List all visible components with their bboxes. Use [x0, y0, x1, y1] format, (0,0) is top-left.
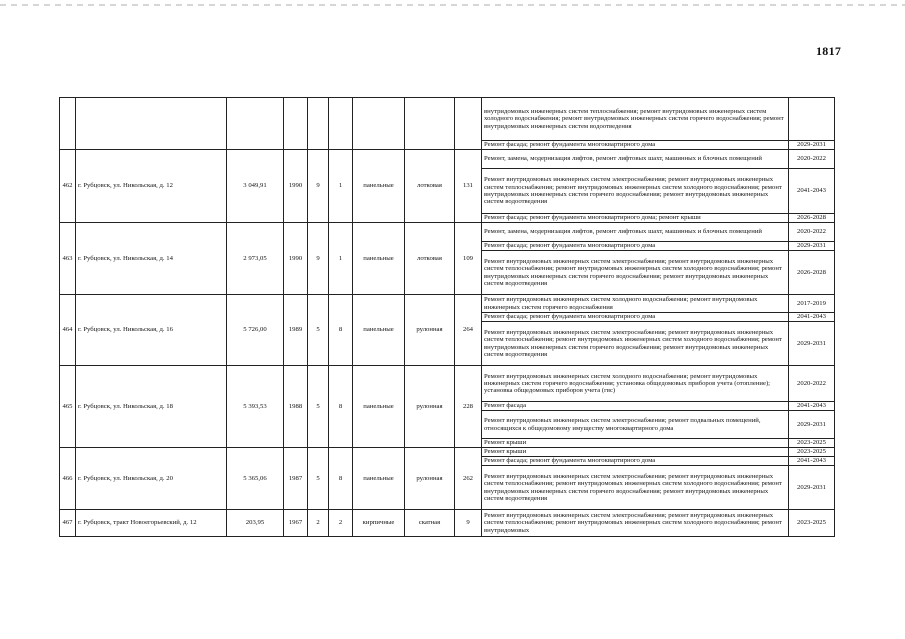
work-description: Ремонт фасада; ремонт фундамента многоквартирного дома: [482, 141, 789, 150]
wall-material: кирпичные: [353, 510, 405, 537]
empty-cell: [455, 98, 482, 150]
empty-cell: [284, 98, 308, 150]
total-area: 203,95: [227, 510, 284, 537]
build-year: 1990: [284, 150, 308, 223]
work-description: Ремонт, замена, модернизация лифтов, ремонт лифтовых шахт, машинных и блочных помещений: [482, 223, 789, 242]
house-address: г. Рубцовск, ул. Никольская, д. 12: [76, 150, 227, 223]
work-description: Ремонт внутридомовых инженерных систем электроснабжения; ремонт внутридомовых инженерных систем теплоснабжения; ремонт внутридомовых инженерных систем холодного водоснабжения; ремонт внутридомовых инженерных систем горячего водоснабжения; ремонт внутридомовых инженерных систем водоотведения: [482, 466, 789, 510]
work-period: 2020-2022: [789, 223, 835, 242]
work-description: Ремонт крыши: [482, 448, 789, 457]
row-number: 466: [60, 448, 76, 510]
floor-count: 5: [308, 295, 329, 366]
entrance-count: 8: [329, 295, 353, 366]
work-period: 2029-2031: [789, 141, 835, 150]
entrance-count: 8: [329, 448, 353, 510]
wall-material: панельные: [353, 366, 405, 448]
roof-type: скатная: [405, 510, 455, 537]
work-period: 2041-2043: [789, 169, 835, 214]
empty-cell: [405, 98, 455, 150]
entrance-count: 2: [329, 510, 353, 537]
work-period: 2020-2022: [789, 366, 835, 402]
table-row: [60, 448, 835, 457]
build-year: 1988: [284, 366, 308, 448]
empty-cell: [227, 98, 284, 150]
total-area: 5 365,06: [227, 448, 284, 510]
work-description: Ремонт крыши: [482, 439, 789, 448]
table-row: [60, 98, 835, 141]
house-address: г. Рубцовск, ул. Никольская, д. 14: [76, 223, 227, 295]
roof-type: рулонная: [405, 366, 455, 448]
work-description: внутридомовых инженерных систем теплоснабжения; ремонт внутридомовых инженерных систем холодного водоснабжения; ремонт внутридомовых инженерных систем горячего водоснабжения; ремонт внутридомовых инженерных систем водоотведения: [482, 98, 789, 141]
roof-type: лотковая: [405, 223, 455, 295]
wall-material: панельные: [353, 150, 405, 223]
work-period: 2041-2043: [789, 402, 835, 411]
work-period: 2029-2031: [789, 322, 835, 366]
resident-count: 9: [455, 510, 482, 537]
work-period: 2020-2022: [789, 150, 835, 169]
capital-repair-table: [59, 97, 835, 537]
work-description: Ремонт внутридомовых инженерных систем электроснабжения; ремонт внутридомовых инженерных систем теплоснабжения; ремонт внутридомовых инженерных систем холодного водоснабжения; ремонт внутридомовых инженерных систем горячего водоснабжения; ремонт внутридомовых инженерных систем водоотведения: [482, 322, 789, 366]
work-description: Ремонт внутридомовых инженерных систем холодного водоснабжения; ремонт внутридомовых инженерных систем горячего водоснабжения: [482, 295, 789, 313]
floor-count: 5: [308, 448, 329, 510]
build-year: 1990: [284, 223, 308, 295]
empty-cell: [60, 98, 76, 150]
row-number: 465: [60, 366, 76, 448]
floor-count: 9: [308, 150, 329, 223]
resident-count: 262: [455, 448, 482, 510]
roof-type: рулонная: [405, 295, 455, 366]
table-row: [60, 510, 835, 537]
total-area: 2 973,05: [227, 223, 284, 295]
entrance-count: 1: [329, 223, 353, 295]
resident-count: 264: [455, 295, 482, 366]
resident-count: 109: [455, 223, 482, 295]
roof-type: лотковая: [405, 150, 455, 223]
roof-type: рулонная: [405, 448, 455, 510]
work-period: 2023-2025: [789, 510, 835, 537]
table-row: [60, 295, 835, 313]
house-address: г. Рубцовск, ул. Никольская, д. 16: [76, 295, 227, 366]
wall-material: панельные: [353, 295, 405, 366]
work-period: 2029-2031: [789, 242, 835, 251]
work-description: Ремонт внутридомовых инженерных систем холодного водоснабжения; ремонт внутридомовых инженерных систем горячего водоснабжения; установка общедомовых приборов учета (отопление); установка общедомовых приборов учета (гвс): [482, 366, 789, 402]
work-period: 2017-2019: [789, 295, 835, 313]
work-description: Ремонт фасада; ремонт фундамента многоквартирного дома: [482, 457, 789, 466]
work-description: Ремонт фасада: [482, 402, 789, 411]
work-period: 2041-2043: [789, 313, 835, 322]
work-period: 2029-2031: [789, 466, 835, 510]
work-period: 2029-2031: [789, 411, 835, 439]
resident-count: 131: [455, 150, 482, 223]
work-description: Ремонт внутридомовых инженерных систем электроснабжения; ремонт внутридомовых инженерных систем теплоснабжения; ремонт внутридомовых инженерных систем холодного водоснабжения; ремонт внутридомовых инженерных систем горячего водоснабжения; ремонт внутридомовых инженерных систем водоотведения: [482, 169, 789, 214]
work-description: Ремонт внутридомовых инженерных систем электроснабжения; ремонт внутридомовых инженерных систем теплоснабжения; ремонт внутридомовых инженерных систем холодного водоснабжения; ремонт внутридомовых: [482, 510, 789, 537]
house-address: г. Рубцовск, тракт Новоегорьевский, д. 12: [76, 510, 227, 537]
row-number: 462: [60, 150, 76, 223]
entrance-count: 8: [329, 366, 353, 448]
table-row: [60, 223, 835, 242]
row-number: 464: [60, 295, 76, 366]
house-address: г. Рубцовск, ул. Никольская, д. 18: [76, 366, 227, 448]
row-number: 467: [60, 510, 76, 537]
empty-cell: [353, 98, 405, 150]
work-description: Ремонт внутридомовых инженерных систем электроснабжения; ремонт подвальных помещений, относящихся к общедомовому имуществу многоквартирного дома: [482, 411, 789, 439]
work-period: 2041-2043: [789, 457, 835, 466]
work-description: Ремонт фасада; ремонт фундамента многоквартирного дома; ремонт крыши: [482, 214, 789, 223]
floor-count: 9: [308, 223, 329, 295]
empty-cell: [76, 98, 227, 150]
work-period: 2026-2028: [789, 251, 835, 295]
work-description: Ремонт фасада; ремонт фундамента многоквартирного дома: [482, 313, 789, 322]
table-body: [60, 98, 835, 537]
floor-count: 2: [308, 510, 329, 537]
wall-material: панельные: [353, 223, 405, 295]
empty-cell: [329, 98, 353, 150]
row-number: 463: [60, 223, 76, 295]
resident-count: 228: [455, 366, 482, 448]
work-period: 2023-2025: [789, 439, 835, 448]
work-description: Ремонт внутридомовых инженерных систем электроснабжения; ремонт внутридомовых инженерных систем теплоснабжения; ремонт внутридомовых инженерных систем холодного водоснабжения; ремонт внутридомовых инженерных систем горячего водоснабжения; ремонт внутридомовых инженерных систем водоотведения: [482, 251, 789, 295]
total-area: 5 393,53: [227, 366, 284, 448]
build-year: 1989: [284, 295, 308, 366]
table-row: [60, 150, 835, 169]
work-period: [789, 98, 835, 141]
work-description: Ремонт, замена, модернизация лифтов, ремонт лифтовых шахт, машинных и блочных помещений: [482, 150, 789, 169]
entrance-count: 1: [329, 150, 353, 223]
page-number: 1817: [816, 44, 842, 58]
work-description: Ремонт фасада; ремонт фундамента многоквартирного дома: [482, 242, 789, 251]
empty-cell: [308, 98, 329, 150]
table-row: [60, 366, 835, 402]
scan-artifact: [0, 4, 905, 6]
wall-material: панельные: [353, 448, 405, 510]
work-period: 2026-2028: [789, 214, 835, 223]
build-year: 1967: [284, 510, 308, 537]
house-address: г. Рубцовск, ул. Никольская, д. 20: [76, 448, 227, 510]
floor-count: 5: [308, 366, 329, 448]
work-period: 2023-2025: [789, 448, 835, 457]
total-area: 5 726,00: [227, 295, 284, 366]
total-area: 3 049,91: [227, 150, 284, 223]
build-year: 1987: [284, 448, 308, 510]
